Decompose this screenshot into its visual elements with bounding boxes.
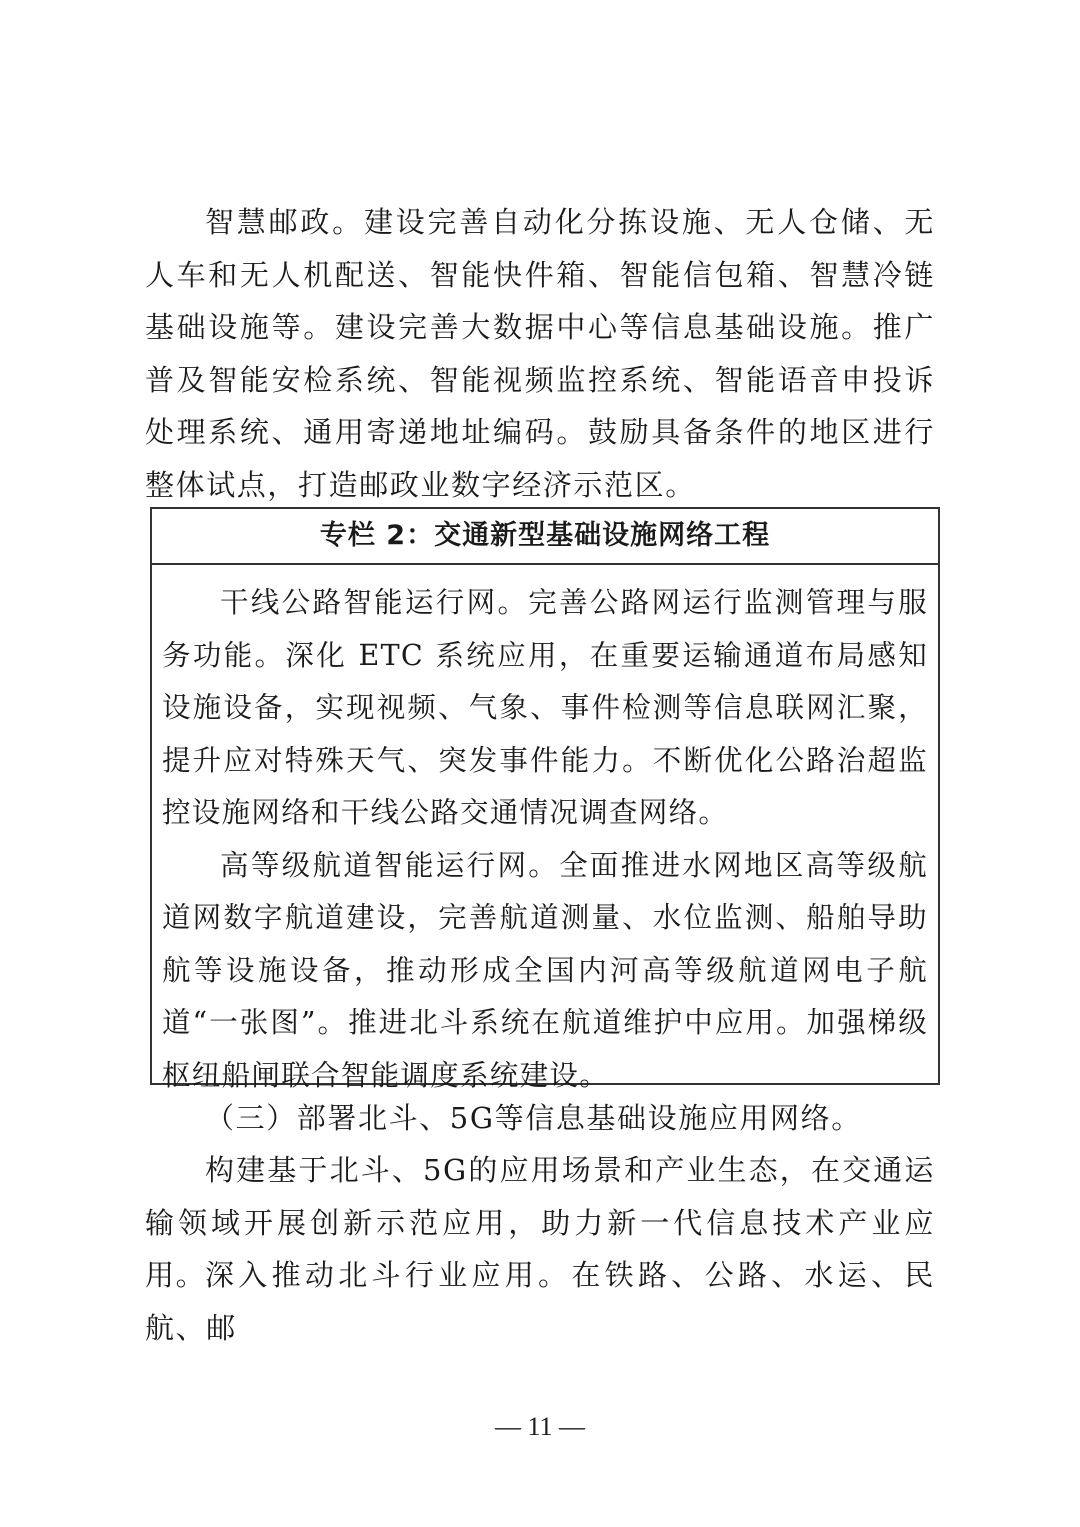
feature-box-body [152, 565, 938, 1102]
feature-box [150, 507, 940, 1092]
feature-box-item-waterway: 高等级航道智能运行网。全面推进水网地区高等级航道网数字航道建设，完善航道测量、水位监测、船舶导助航等设施设备，推动形成全国内河高等级航道网电子航道“一张图”。推进北斗系统在航道维护中应用。加强梯级枢纽船闸联合智能调度系统建设。 [162, 848, 928, 1092]
section-heading: （三）部署北斗、5G等信息基础设施应用网络。 [205, 1101, 862, 1135]
feature-box-title: 专栏 2：交通新型基础设施网络工程 [152, 509, 938, 565]
paragraph-application-scenarios: 构建基于北斗、5G的应用场景和产业生态，在交通运输领域开展创新示范应用，助力新一代信息技术产业应用。 [145, 1153, 935, 1292]
paragraph-beidou-industry: 深入推动北斗行业应用。在铁路、公路、水运、民航、邮 [145, 1258, 935, 1345]
feature-box-item-highway: 干线公路智能运行网。完善公路网运行监测管理与服务功能。深化 ETC 系统应用，在重要运输通道布局感知设施设备，实现视频、气象、事件检测等信息联网汇聚，提升应对特殊天气、突发事件能力。不断优化公路治超监控设施网络和干线公路交通情况调查网络。 [162, 586, 928, 829]
paragraph-smart-postal: 智慧邮政。建设完善自动化分拣设施、无人仓储、无人车和无人机配送、智能快件箱、智能信包箱、智慧冷链基础设施等。建设完善大数据中心等信息基础设施。推广普及智能安检系统、智能视频监控系统、智能语音申投诉处理系统、通用寄递地址编码。鼓励具备条件的地区进行整体试点，打造邮政业数字经济示范区。 [145, 205, 935, 502]
page-number: — 11 — [494, 1412, 586, 1441]
